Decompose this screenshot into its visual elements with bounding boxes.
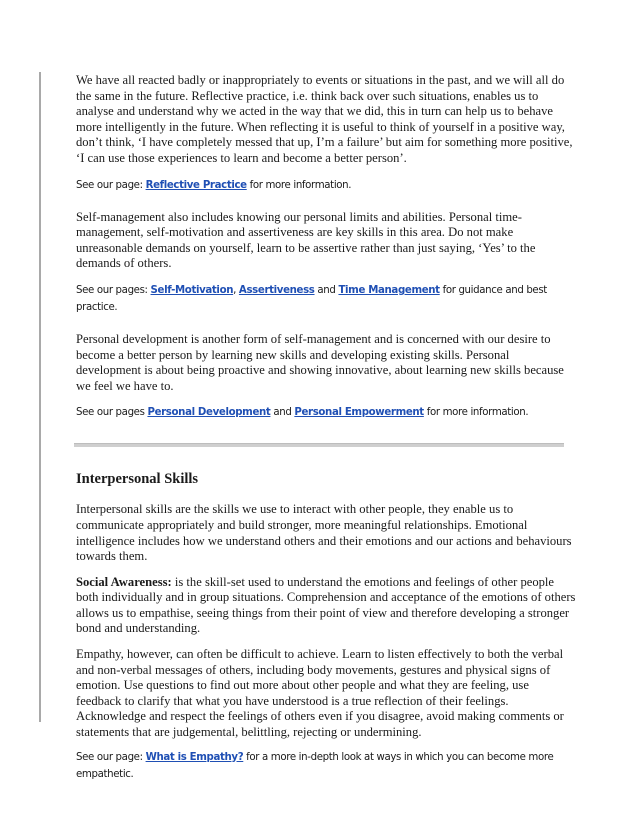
paragraph-self-management: Self-management also includes knowing our personal limits and abilities. Personal time-management, self-motivation and assertiveness are key skills in this area. Do not make unreasonable demands on yourself, learn to be assertive rather than just saying, ‘Yes’ to the demands of others.	[76, 209, 536, 271]
section-divider	[74, 443, 564, 447]
see-also-self-management: See our pages: Self-Motivation, Assertiveness and Time Management for guidance and best practice.	[76, 284, 547, 313]
link-personal-development[interactable]: Personal Development	[147, 407, 271, 419]
link-what-is-empathy[interactable]: What is Empathy?	[145, 751, 244, 763]
section-heading-interpersonal-skills: Interpersonal Skills	[76, 471, 199, 488]
link-self-motivation[interactable]: Self-Motivation	[150, 284, 234, 296]
paragraph-empathy: Empathy, however, can often be difficult to achieve. Learn to listen effectively to both the verbal and non-verbal messages of others, including body movements, gestures and physical signs of emotion. Use questions to find out more about other people and what they are feeling, use feedback to clarify that what you have understood is a true reflection of their feelings. Acknowledge and respect the feelings of others even if you disagree, avoid making comments or statements that are judgemental, belittling, rejecting or undermining.	[76, 647, 564, 740]
link-personal-empowerment[interactable]: Personal Empowerment	[294, 407, 424, 419]
paragraph-interpersonal-skills: Interpersonal skills are the skills we use to interact with other people, they enable us to communicate appropriately and build stronger, more meaningful relationships. Emotional intelligence includes how we understand others and their emotions and our actions and behaviours towards them.	[76, 502, 572, 564]
paragraph-reflective-practice: We have all reacted badly or inappropriately to events or situations in the past, and we will all do the same in the future. Reflective practice, i.e. think back over such situations, enables us to analyse and understand why we acted in the way that we did, this in turn can help us to behave more intelligently in the future. When reflecting it is useful to think of yourself in a positive way, don’t think, ‘I have completely messed that up, I’m a failure’ but aim for something more positive, ‘I can use those experiences to learn and become a better person’.	[76, 73, 573, 165]
term-social-awareness: Social Awareness:	[76, 574, 172, 589]
document-content	[76, 73, 576, 799]
paragraph-personal-development: Personal development is another form of self-management and is concerned with our desire to become a better person by learning new skills and developing existing skills. Personal development is about being proactive and showing innovative, about learning new skills because we feel we have to.	[76, 331, 564, 393]
link-time-management[interactable]: Time Management	[338, 284, 440, 296]
see-also-personal-development: See our pages Personal Development and Personal Empowerment for more information.	[76, 407, 529, 419]
see-also-empathy: See our page: What is Empathy? for a more in-depth look at ways in which you can become more empathetic.	[76, 751, 554, 780]
paragraph-social-awareness: Social Awareness: is the skill-set used to understand the emotions and feelings of other people both individually and in group situations. Comprehension and acceptance of the emotions of others allows us to empathise, seeing things from their point of view and therefore developing a stronger bond and understanding.	[76, 574, 576, 636]
link-assertiveness[interactable]: Assertiveness	[238, 284, 315, 296]
link-reflective-practice[interactable]: Reflective Practice	[145, 179, 247, 191]
see-also-reflective-practice: See our page: Reflective Practice for more information.	[76, 179, 352, 191]
margin-change-bar	[39, 72, 41, 722]
